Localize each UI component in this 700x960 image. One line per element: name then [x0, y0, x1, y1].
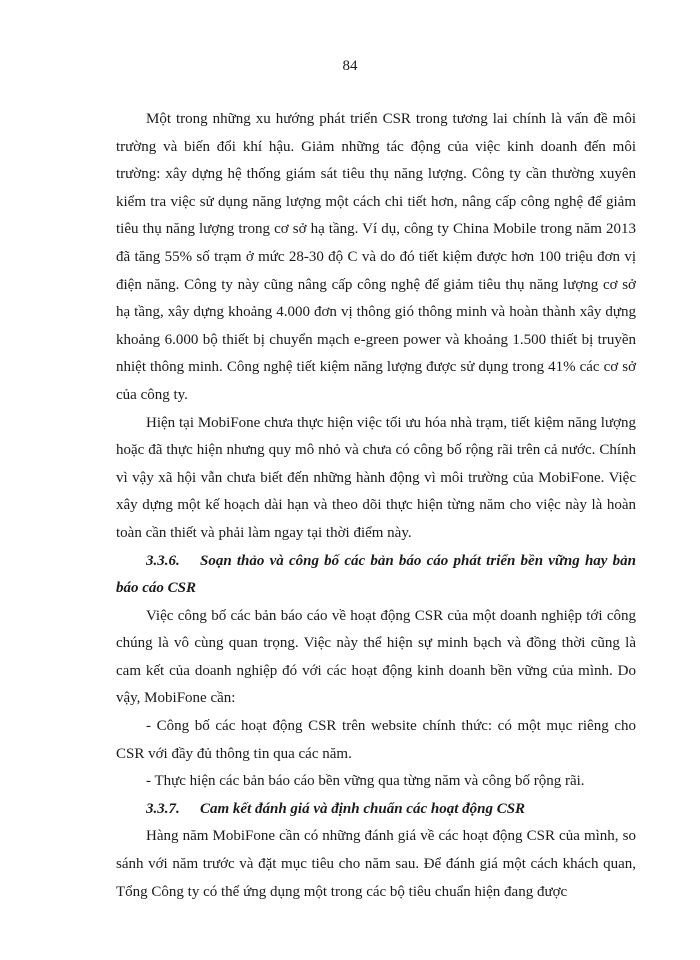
heading-number: 3.3.6.	[146, 552, 180, 569]
bullet-item: - Thực hiện các bản báo cáo bền vững qua từng năm và công bố rộng rãi.	[146, 773, 585, 790]
heading-text: Soạn thảo và công bố các bản báo cáo phát triển bền vững hay bản báo cáo CSR	[116, 552, 636, 597]
bullet-item: - Công bố các hoạt động CSR trên website chính thức: có một mục riêng cho CSR với đầy đủ thông tin qua các năm.	[116, 718, 636, 762]
page-number: 84	[342, 58, 358, 74]
paragraph-csr-environment: Một trong những xu hướng phát triển CSR trong tương lai chính là vấn đề môi trường và biến đổi khí hậu. Giảm những tác động của việc kinh doanh đến môi trường: xây dựng hệ thống giám sát tiêu thụ năng lượng. Công ty cần thường xuyên kiểm tra việc sử dụng năng lượng một cách chi tiết hơn, nâng cấp công nghệ để giảm tiêu thụ năng lượng trong cơ sở hạ tầng. Ví dụ, công ty China Mobile trong năm 2013 đã tăng 55% số trạm ở mức 28-30 độ C và do đó tiết kiệm được hơn 100 triệu đơn vị điện năng. Công ty này cũng nâng cấp công nghệ để giảm tiêu thụ năng lượng cơ sở hạ tầng, xây dựng khoảng 4.000 đơn vị thông gió thông minh và hoàn thành xây dựng khoảng 6.000 bộ thiết bị chuyển mạch e-green power và khoảng 1.500 thiết bị truyền nhiệt thông minh. Công nghệ tiết kiệm năng lượng được sử dụng trong 41% các cơ sở của công ty.	[116, 111, 636, 403]
paragraph-annual-evaluation: Hàng năm MobiFone cần có những đánh giá về các hoạt động CSR của mình, so sánh với năm trước và đặt mục tiêu cho năm sau. Để đánh giá một cách khách quan, Tổng Công ty có thể ứng dụng một trong các bộ tiêu chuẩn hiện đang được	[116, 828, 636, 900]
paragraph-mobifone-current: Hiện tại MobiFone chưa thực hiện việc tối ưu hóa nhà trạm, tiết kiệm năng lượng hoặc đã thực hiện nhưng quy mô nhỏ và chưa có công bố rộng rãi trên cả nước. Chính vì vậy xã hội vẫn chưa biết đến những hành động vì môi trường của MobiFone. Việc xây dựng một kế hoạch dài hạn và theo dõi thực hiện từng năm cho việc này là hoàn toàn cần thiết và phải làm ngay tại thời điểm này.	[116, 414, 636, 541]
heading-text: Cam kết đánh giá và định chuẩn các hoạt động CSR	[200, 800, 526, 817]
paragraph-csr-reports: Việc công bố các bản báo cáo về hoạt động CSR của một doanh nghiệp tới công chúng là vô cùng quan trọng. Việc này thể hiện sự minh bạch và đồng thời cũng là cam kết của doanh nghiệp đó với các hoạt động kinh doanh bền vững của mình. Do vậy, MobiFone cần:	[116, 607, 636, 707]
heading-3-3-7	[116, 796, 636, 824]
heading-3-3-6	[116, 548, 636, 603]
heading-number: 3.3.7.	[146, 800, 180, 817]
page-content	[116, 106, 636, 906]
